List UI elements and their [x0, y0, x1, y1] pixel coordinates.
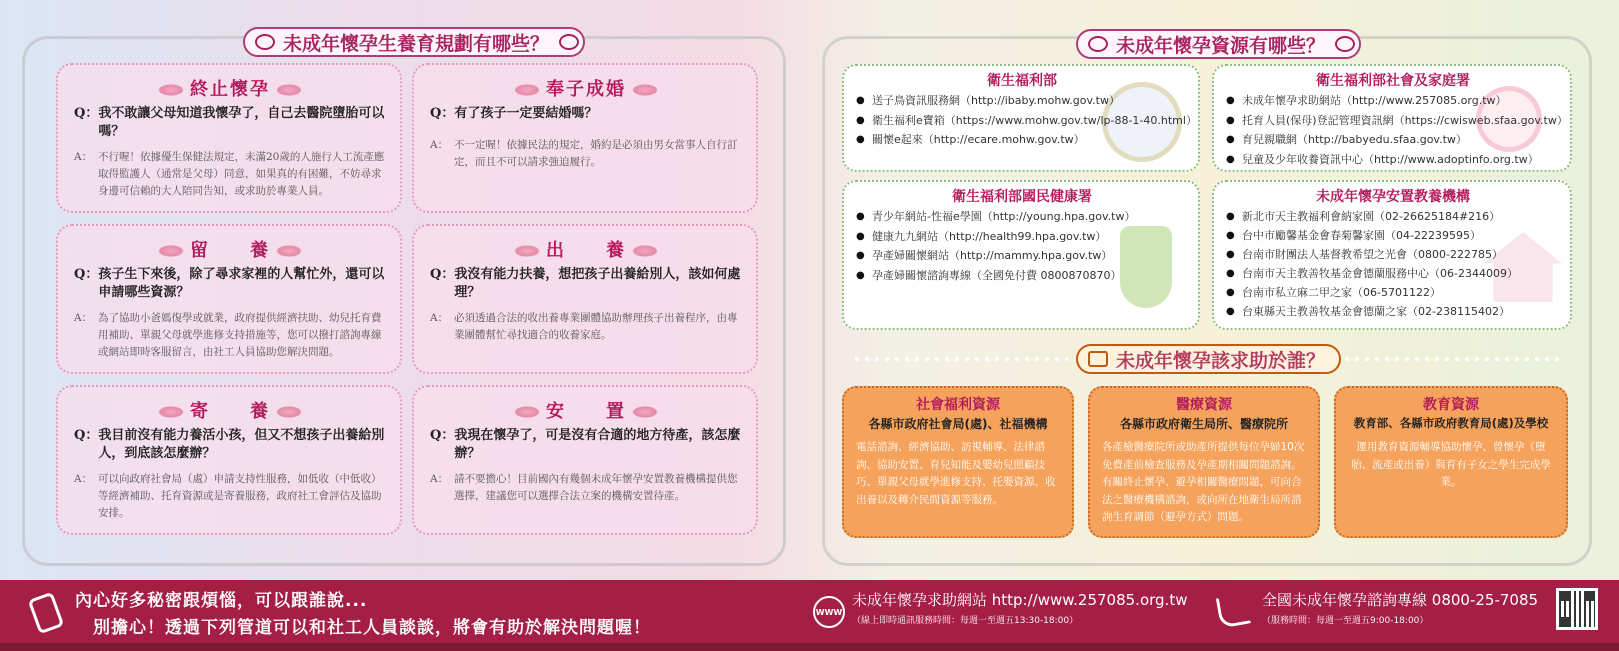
wing-ornament-icon [158, 406, 184, 418]
qa-card-adoption-out [412, 224, 758, 374]
resource-list [1226, 91, 1568, 169]
resource-box-title: 衛生福利部 [987, 73, 1057, 89]
qa-card-heading [430, 236, 742, 260]
qa-answer [74, 310, 386, 361]
a-label: A： [74, 151, 93, 163]
question-text: 孩子生下來後，除了尋求家裡的人幫忙外，還可以申請哪些資源？ [98, 267, 385, 300]
help-box-subtitle: 各縣市政府社會局(處)、社福機構 [868, 417, 1048, 431]
help-section-title [1076, 344, 1341, 374]
dotted-divider [852, 356, 1068, 362]
shelter-item: ● 台中市勵馨基金會春菊馨家園（04-22239595） [1226, 226, 1560, 245]
q-label: Q： [74, 106, 99, 121]
resource-list [856, 207, 1188, 285]
wing-ornament-icon [514, 245, 540, 257]
resource-box-title: 未成年懷孕安置教養機構 [1316, 189, 1470, 205]
help-section-title-text: 未成年懷孕該求助於誰？ [1116, 349, 1326, 372]
qa-question [430, 105, 742, 123]
shelter-item: ● 台東縣天主教善牧基金會德蘭之家（02-238115402） [1226, 302, 1560, 321]
resource-link[interactable]: ● 孕產婦關懷諮詢專線（全國免付費 0800870870） [856, 266, 1188, 286]
a-label: A： [430, 473, 449, 485]
wing-ornament-icon [158, 84, 184, 96]
wing-ornament-icon [276, 245, 302, 257]
qa-card-terminate [56, 63, 402, 213]
qa-card-placement [412, 385, 758, 535]
help-box-subtitle: 各縣市政府衛生局所、醫療院所 [1119, 417, 1288, 431]
resource-box-title: 衛生福利部社會及家庭署 [1316, 73, 1470, 89]
a-label: A： [430, 139, 449, 151]
resources-section-title [1076, 29, 1361, 59]
left-section-title-text: 未成年懷孕生養育規劃有哪些？ [283, 32, 550, 55]
a-label: A： [430, 312, 449, 324]
qr-code-pattern [1559, 591, 1595, 627]
a-label: A： [74, 473, 93, 485]
q-label: Q： [430, 106, 455, 121]
qa-heading-text: 安 置 [546, 401, 626, 422]
phone-icon [28, 592, 65, 635]
qa-question [74, 266, 386, 302]
qa-heading-text: 留 養 [190, 240, 270, 261]
question-text: 我目前沒有能力養活小孩，但又不想孩子出養給別人，到底該怎麼辦？ [98, 428, 385, 461]
resource-link[interactable]: ● 送子鳥資訊服務網（http://ibaby.mohw.gov.tw） [856, 91, 1188, 111]
qa-answer [430, 310, 742, 344]
question-text: 我不敢讓父母知道我懷孕了，自己去醫院墮胎可以嗎？ [98, 106, 385, 139]
gift-icon [1088, 351, 1108, 367]
help-website-link[interactable]: 未成年懷孕求助網站 http://www.257085.org.tw [852, 591, 1188, 609]
resource-link[interactable]: ● 健康九九網站（http://health99.hpa.gov.tw） [856, 227, 1188, 247]
qa-heading-text: 終止懷孕 [190, 79, 270, 100]
shelter-item: ● 台南市天主教善牧基金會德蘭服務中心（06-2344009） [1226, 264, 1560, 283]
qr-code[interactable] [1556, 588, 1598, 630]
resource-box-title: 衛生福利部國民健康署 [952, 189, 1092, 205]
help-box-education [1334, 386, 1568, 538]
qa-card-heading [74, 75, 386, 99]
question-text: 我現在懷孕了，可是沒有合適的地方待產，該怎麼辦？ [454, 428, 741, 461]
resource-link[interactable]: ● 關懷e起來（http://ecare.mohw.gov.tw） [856, 130, 1188, 150]
qa-answer [430, 137, 742, 171]
qa-question [74, 427, 386, 463]
candy-icon [255, 34, 275, 50]
wing-ornament-icon [514, 84, 540, 96]
help-box-title: 醫療資源 [1176, 397, 1232, 413]
qa-heading-text: 出 養 [546, 240, 626, 261]
globe-www-icon [813, 596, 845, 628]
footer-bar [0, 580, 1619, 643]
qa-question [430, 427, 742, 463]
resource-link[interactable]: ● 未成年懷孕求助網站（http://www.257085.org.tw） [1226, 91, 1560, 111]
qa-card-heading [74, 397, 386, 421]
question-text: 我沒有能力扶養，想把孩子出養給別人，該如何處理？ [454, 267, 741, 300]
resource-box-shelters [1212, 180, 1572, 330]
qa-card-heading [430, 75, 742, 99]
hotline-number[interactable]: 全國未成年懷孕諮詢專線 0800-25-7085 [1262, 591, 1539, 609]
dotted-divider [1342, 356, 1560, 362]
question-text: 有了孩子一定要結婚嗎？ [454, 106, 598, 121]
www-icon-text: WWW [815, 607, 843, 617]
left-section-title [243, 27, 585, 57]
wing-ornament-icon [276, 84, 302, 96]
help-box-body: 各產檢醫療院所或助產所提供每位孕婦10次免費產前檢查服務及孕產期相關問題諮詢。有關終止懷孕、避孕相關醫療問題，可向合法之醫療機構諮詢，或向所在地衛生局所諮詢生育調節（避孕方式）問題。 [1102, 441, 1305, 523]
qa-card-heading [74, 236, 386, 260]
help-box-medical [1088, 386, 1320, 538]
wing-ornament-icon [632, 245, 658, 257]
resource-list [856, 91, 1197, 150]
candy-icon [559, 34, 579, 50]
ribbon-icon [1088, 36, 1108, 52]
qa-card-heading [430, 397, 742, 421]
ribbon-icon [1335, 36, 1355, 52]
help-box-social [842, 386, 1074, 538]
resource-link[interactable]: ● 衛生福利e寶箱（https://www.mohw.gov.tw/lp-88-1-40.html） [856, 111, 1188, 131]
footer-bottom-strip [0, 643, 1619, 651]
answer-text: 為了協助小爸媽復學或就業，政府提供經濟扶助、幼兒托育費用補助、單親父母就學進修支持措施等，您可以撥打諮詢專線或網站即時客服留言，由社工人員協助您解決問題。 [98, 312, 382, 358]
website-service-hours: （線上即時通訊服務時間：每週一至週五13:30-18:00） [852, 616, 1079, 626]
wing-ornament-icon [632, 84, 658, 96]
shelter-item: ● 新北市天主教福利會納家園（02-26625184#216） [1226, 207, 1560, 226]
resource-link[interactable]: ● 育兒親職網（http://babyedu.sfaa.gov.tw） [1226, 130, 1560, 150]
resource-box-mohw [842, 64, 1200, 172]
resource-list [1226, 207, 1560, 321]
resource-link[interactable]: ● 孕產婦關懷網站（http://mammy.hpa.gov.tw） [856, 246, 1188, 266]
resource-box-sfaa [1212, 64, 1572, 172]
answer-text: 可以向政府社會局（處）申請支持性服務，如低收（中低收）等經濟補助、托育資源或是寄養服務，政府社工會評估及協助安排。 [98, 473, 382, 519]
resource-link[interactable]: ● 青少年網站-性福e學園（http://young.hpa.gov.tw） [856, 207, 1188, 227]
footer-message-line2: 別擔心！透過下列管道可以和社工人員談談，將會有助於解決問題喔！ [93, 618, 651, 638]
hotline-service-hours: （服務時間：每週一至週五9:00-18:00） [1262, 616, 1429, 626]
qa-heading-text: 奉子成婚 [546, 79, 626, 100]
shelter-item: ● 台南市財團法人基督教希望之光會（0800-222785） [1226, 245, 1560, 264]
help-box-subtitle: 教育部、各縣市政府教育局(處)及學校 [1353, 416, 1549, 430]
resource-link[interactable]: ● 托育人員(保母)登記管理資訊網（https://cwisweb.sfaa.gov.tw） [1226, 111, 1560, 131]
resources-section-title-text: 未成年懷孕資源有哪些？ [1116, 34, 1326, 57]
qa-question [74, 105, 386, 141]
answer-text: 不行喔！依據優生保健法規定，未滿20歲的人施行人工流產應取得監護人（通常是父母）同意，如果真的有困難，不妨尋求身邊可信賴的大人陪同告知，或求助於專業人員。 [98, 151, 385, 197]
qa-heading-text: 寄 養 [190, 401, 270, 422]
q-label: Q： [74, 267, 99, 282]
resource-box-hpa [842, 180, 1200, 330]
qa-card-marriage [412, 63, 758, 213]
answer-text: 必須透過合法的收出養專業團體協助辦理孩子出養程序，由專業團體幫忙尋找適合的收養家庭。 [454, 312, 738, 341]
resource-link[interactable]: ● 兒童及少年收養資訊中心（http://www.adoptinfo.org.tw） [1226, 150, 1560, 170]
help-box-title: 社會福利資源 [916, 397, 1000, 413]
q-label: Q： [430, 428, 455, 443]
q-label: Q： [430, 267, 455, 282]
qa-card-keep [56, 224, 402, 374]
q-label: Q： [74, 428, 99, 443]
wing-ornament-icon [276, 406, 302, 418]
shelter-item: ● 台南市私立麻二甲之家（06-5701122） [1226, 283, 1560, 302]
wing-ornament-icon [632, 406, 658, 418]
qa-answer [430, 471, 742, 505]
telephone-icon [1215, 591, 1252, 628]
qa-answer [74, 471, 386, 522]
wing-ornament-icon [514, 406, 540, 418]
answer-text: 請不要擔心！目前國內有幾個未成年懷孕安置教養機構提供您選擇，建議您可以選擇合法立案的機構安置待產。 [454, 473, 738, 502]
a-label: A： [74, 312, 93, 324]
answer-text: 不一定喔！依據民法的規定，婚約是必須由男女當事人自行訂定，而且不可以請求強迫履行。 [454, 139, 738, 168]
footer-message-line1: 內心好多秘密跟煩惱，可以跟誰說... [75, 591, 368, 611]
help-box-body: 電話諮詢、經濟協助、訪視輔導、法律諮詢、協助安置、育兒知能及嬰幼兒照顧技巧、單親父母就學進修支持、托嬰資源、收出養以及轉介民間資源等服務。 [856, 441, 1056, 506]
qa-answer [74, 149, 386, 200]
wing-ornament-icon [158, 245, 184, 257]
help-box-body: 運用教育資源輔導協助懷孕、曾懷孕（墮胎、流產或出養）與育有子女之學生完成學業。 [1351, 441, 1551, 488]
qa-question [430, 266, 742, 302]
qa-card-foster [56, 385, 402, 535]
help-box-title: 教育資源 [1423, 397, 1479, 413]
